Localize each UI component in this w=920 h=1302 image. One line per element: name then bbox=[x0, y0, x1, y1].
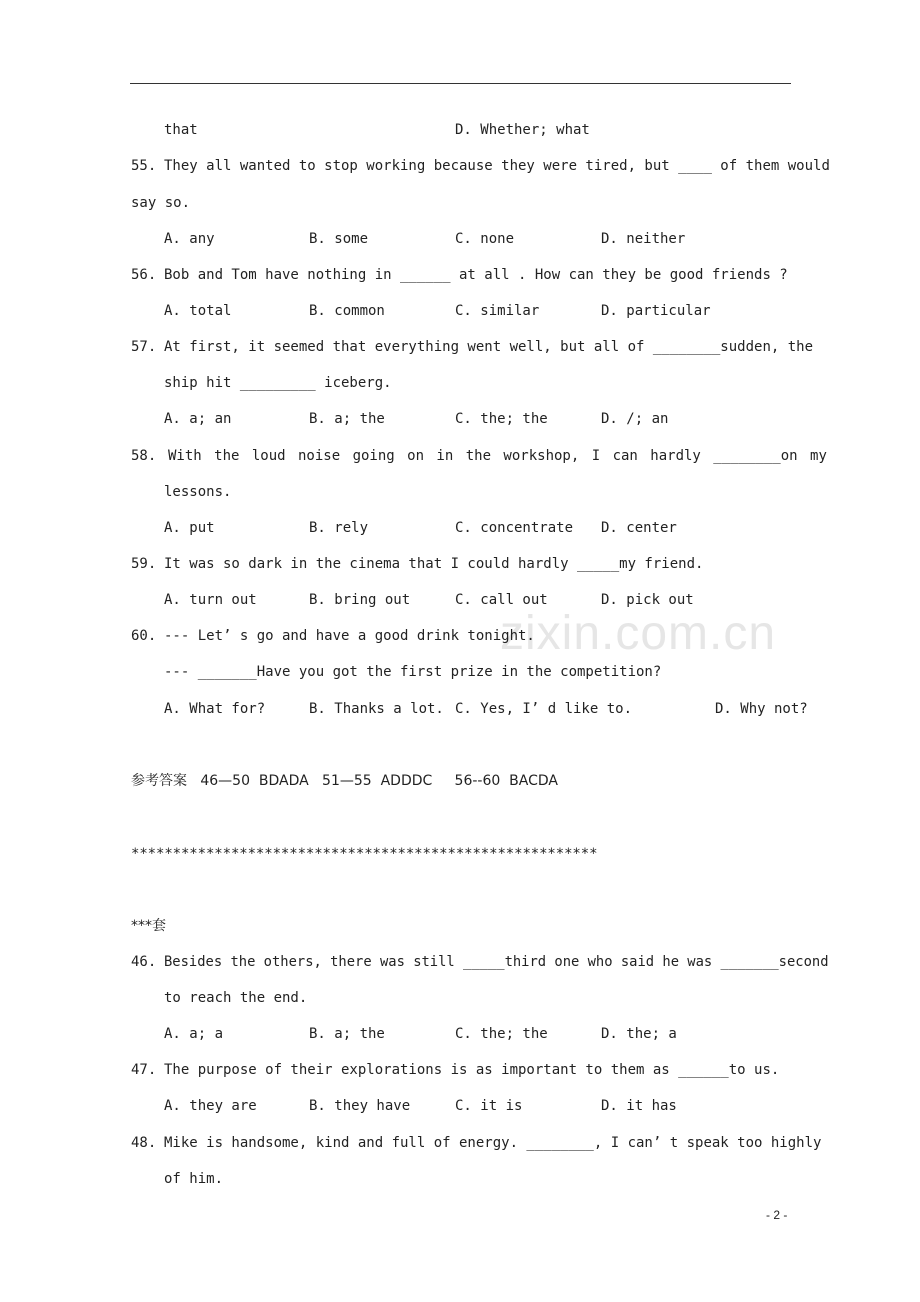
option-b: B. a; the bbox=[309, 1026, 385, 1042]
option-a: A. total bbox=[164, 303, 232, 319]
question-number: 60. bbox=[131, 628, 157, 644]
option-d: D. center bbox=[601, 520, 677, 536]
question-text: --- Let’ s go and have a good drink tonight. bbox=[164, 628, 535, 644]
question-text: to reach the end. bbox=[164, 990, 308, 1006]
question-number: 56. bbox=[131, 267, 157, 283]
question-number: 59. bbox=[131, 556, 157, 572]
option-c: C. similar bbox=[455, 303, 540, 319]
option-b: B. rely bbox=[309, 520, 369, 536]
question-text: They all wanted to stop working because they were tired, but ____ of them would bbox=[164, 158, 830, 174]
option-b: B. bring out bbox=[309, 592, 411, 608]
question-text: say so. bbox=[131, 195, 191, 211]
option-b: B. a; the bbox=[309, 411, 385, 427]
question-number: 47. bbox=[131, 1062, 157, 1078]
option-a: A. a; an bbox=[164, 411, 232, 427]
option-b: B. common bbox=[309, 303, 385, 319]
option-b: B. Thanks a lot. bbox=[309, 701, 444, 717]
question-text: It was so dark in the cinema that I could hardly _____my friend. bbox=[164, 556, 704, 572]
separator: ******************************************************** bbox=[131, 846, 598, 862]
answer-key: 参考答案 46—50 BDADA 51—55 ADDDC 56--60 BACDA bbox=[131, 773, 558, 789]
option-c: C. the; the bbox=[455, 1026, 548, 1042]
option-a: A. any bbox=[164, 231, 215, 247]
option-c: C. concentrate bbox=[455, 520, 574, 536]
option-d: D. pick out bbox=[601, 592, 694, 608]
question-text: of him. bbox=[164, 1171, 224, 1187]
option-c: C. call out bbox=[455, 592, 548, 608]
option-c: C. it is bbox=[455, 1098, 523, 1114]
question-text: lessons. bbox=[164, 484, 232, 500]
option-d: D. /; an bbox=[601, 411, 669, 427]
option-d: D. the; a bbox=[601, 1026, 677, 1042]
option-a: A. a; a bbox=[164, 1026, 224, 1042]
question-text: Mike is handsome, kind and full of energy. ________, I can’ t speak too highly bbox=[164, 1135, 822, 1151]
option-d: D. Why not? bbox=[715, 701, 808, 717]
option-c: C. none bbox=[455, 231, 515, 247]
option-a: A. What for? bbox=[164, 701, 266, 717]
option-a: A. turn out bbox=[164, 592, 257, 608]
question-text: The purpose of their explorations is as important to them as ______to us. bbox=[164, 1062, 780, 1078]
question-text: ship hit _________ iceberg. bbox=[164, 375, 392, 391]
header-rule bbox=[130, 83, 791, 84]
option-c: C. Yes, I’ d like to. bbox=[455, 701, 633, 717]
page-number: - 2 - bbox=[766, 1208, 788, 1222]
question-text: At first, it seemed that everything went well, but all of ________sudden, the bbox=[164, 339, 814, 355]
question-text: --- _______Have you got the first prize in the competition? bbox=[164, 664, 662, 680]
question-text: With the loud noise going on in the workshop, I can hardly ________on my bbox=[168, 448, 827, 464]
option-a: A. they are bbox=[164, 1098, 257, 1114]
option-c: C. the; the bbox=[455, 411, 548, 427]
question-text: Besides the others, there was still _____third one who said he was _______second bbox=[164, 954, 829, 970]
set-title: ***套 bbox=[131, 918, 166, 934]
question-number: 58. bbox=[131, 448, 157, 464]
option-d: D. particular bbox=[601, 303, 711, 319]
option-d: D. it has bbox=[601, 1098, 677, 1114]
question-text: Bob and Tom have nothing in ______ at all . How can they be good friends ? bbox=[164, 267, 788, 283]
option-d: D. neither bbox=[601, 231, 686, 247]
question-number: 46. bbox=[131, 954, 157, 970]
q54-option-d: D. Whether; what bbox=[455, 122, 590, 138]
question-number: 57. bbox=[131, 339, 157, 355]
option-a: A. put bbox=[164, 520, 215, 536]
watermark: zixin.com.cn bbox=[500, 607, 777, 660]
option-b: B. some bbox=[309, 231, 369, 247]
question-number: 48. bbox=[131, 1135, 157, 1151]
question-number: 55. bbox=[131, 158, 157, 174]
option-b: B. they have bbox=[309, 1098, 411, 1114]
q54-option-c: that bbox=[164, 122, 198, 138]
